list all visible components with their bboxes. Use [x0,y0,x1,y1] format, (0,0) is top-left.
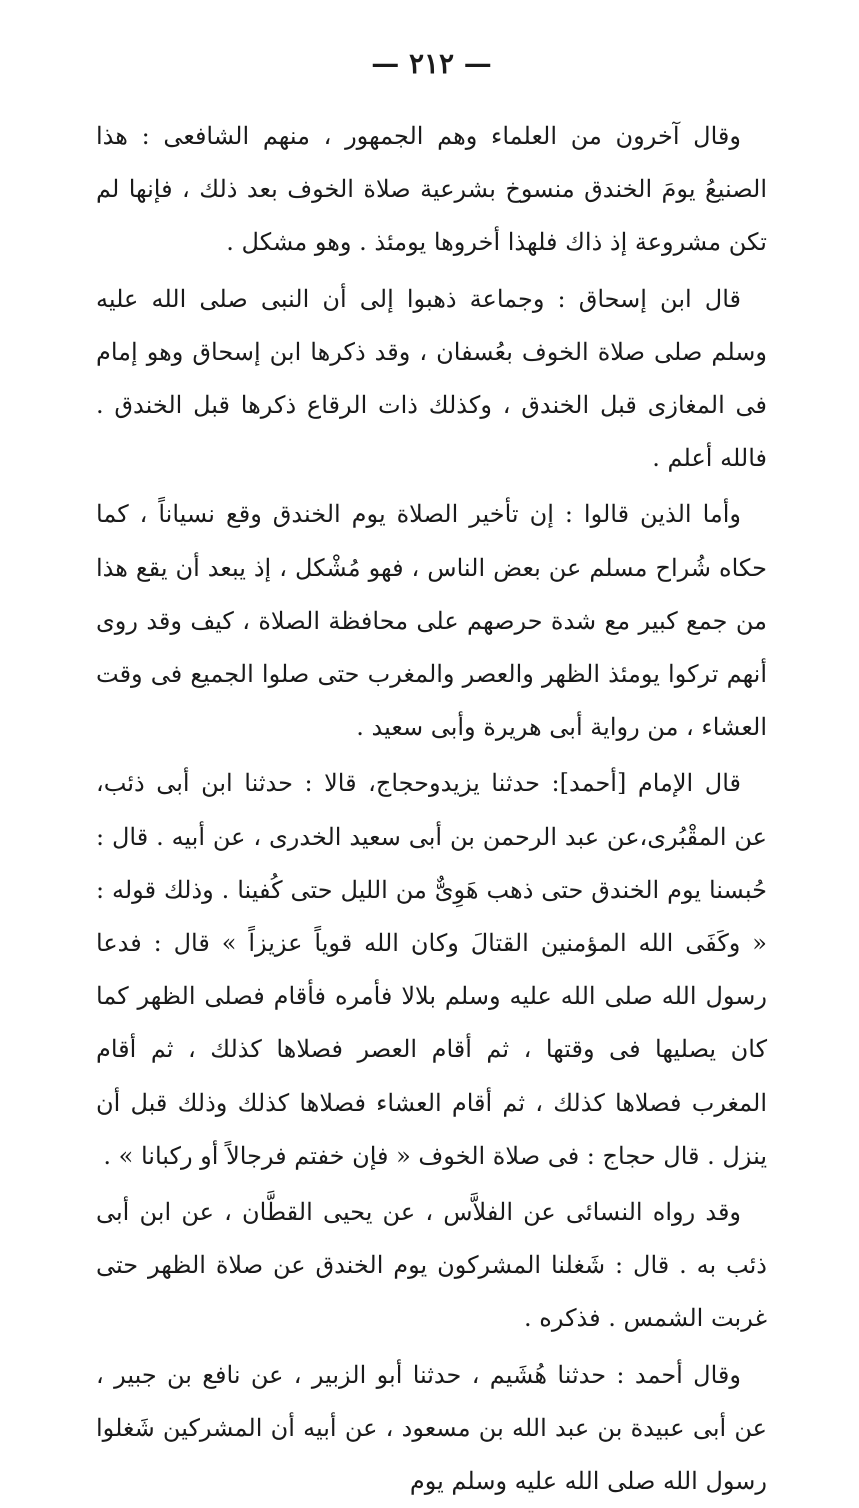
paragraph: وقد رواه النسائى عن الفلاَّس ، عن يحيى القطَّان ، عن ابن أبى ذئب به . قال : شَغلنا المشركون يوم الخندق عن صلاة الظهر حتى غربت الشمس . فذكره . [96,1198,767,1333]
paragraph: وقال آخرون من العلماء وهم الجمهور ، منهم الشافعى : هذا الصنيعُ يومَ الخندق منسوخ بشرعية صلاة الخوف بعد ذلك ، فإنها لم تكن مشروعة إذ ذاك فلهذا أخروها يومئذ . وهو مشكل . [96,122,767,257]
page-number: — ٢١٢ — [371,47,492,80]
paragraph: قال الإمام [أحمد]: حدثنا يزيدوحجاج، قالا : حدثنا ابن أبى ذئب، عن المقْبُرى،عن عبد الرحمن بن أبى سعيد الخدرى ، عن أبيه . قال : حُبسنا يوم الخندق حتى ذهب هَوِىٌّ من الليل حتى كُفينا . وذلك قوله : « وكَفَى الله المؤمنين القتالَ وكان الله قوياً عزيزاً » قال : فدعا رسول الله صلى الله عليه وسلم بلالا فأمره فأقام فصلى الظهر كما كان يصليها فى وقتها ، ثم أقام العصر فصلاها كذلك ، ثم أقام المغرب فصلاها كذلك ، ثم أقام العشاء فصلاها كذلك وذلك قبل أن ينزل . قال حجاج : فى صلاة الخوف « فإن خفتم فرجالاً أو ركبانا » . [96,769,767,1170]
paragraph: وقال أحمد : حدثنا هُشَيم ، حدثنا أبو الزبير ، عن نافع بن جبير ، عن أبى عبيدة بن عبد الله بن مسعود ، عن أبيه أن المشركين شَغلوا رسول الله صلى الله عليه وسلم يوم [96,1360,767,1496]
paragraph: وأما الذين قالوا : إن تأخير الصلاة يوم الخندق وقع نسياناً ، كما حكاه شُراح مسلم عن بعض الناس ، فهو مُشْكل ، إذ يبعد أن يقع هذا من جمع كبير مع شدة حرصهم على محافظة الصلاة ، كيف وقد روى أنهم تركوا يومئذ الظهر والعصر والمغرب حتى صلوا الجميع فى وقت العشاء ، من رواية أبى هريرة وأبى سعيد . [96,500,767,742]
paragraph: قال ابن إسحاق : وجماعة ذهبوا إلى أن النبى صلى الله عليه وسلم صلى صلاة الخوف بعُسفان ، وقد ذكرها ابن إسحاق وهو إمام فى المغازى قبل الخندق ، وكذلك ذات الرقاع ذكرها قبل الخندق . فالله أعلم . [96,284,767,473]
